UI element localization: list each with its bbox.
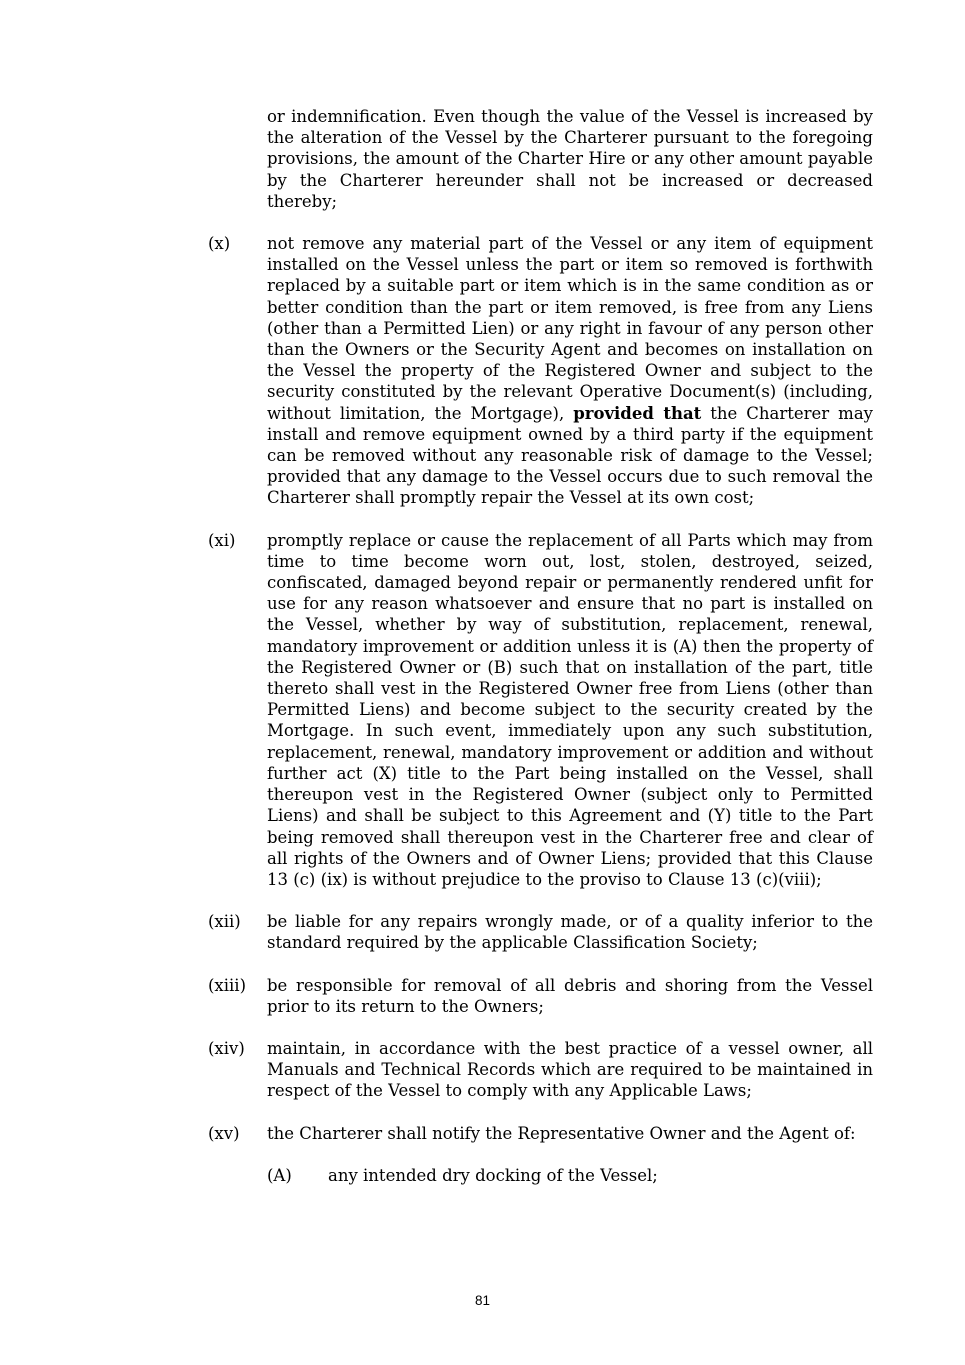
clause-text <box>267 530 873 890</box>
clause-text <box>267 1123 873 1144</box>
clause-number: (xii) <box>208 912 241 932</box>
clause-text <box>267 233 873 509</box>
clause-text-run: promptly replace or cause the replacement of all Parts which may from time to time become worn out, lost, stolen, destroyed, seized, confiscated, damaged beyond repair or permanently rendered unfit for use for any reason whatsoever and ensure that no part is installed on the Vessel, whether by way of substitution, replacement, renewal, mandatory improvement or addition unless it is (A) then the property of the Registered Owner or (B) such that on installation of the part, title thereto shall vest in the Registered Owner free from Liens (other than Permitted Liens) and become subject to the security created by the Mortgage. In such event, immediately upon any such substitution, replacement, renewal, mandatory improvement or addition and without further act (X) title to the Part being installed on the Vessel, shall thereupon vest in the Registered Owner (subject only to Permitted Liens) and shall be subject to this Agreement and (Y) title to the Part being removed shall thereupon vest in the Charterer free and clear of all rights of the Owners and of Owner Liens; provided that this Clause 13 (c) (ix) is without prejudice to the proviso to Clause 13 (c)(viii); <box>267 530 873 889</box>
clause-number: (xiii) <box>208 975 247 995</box>
clause-text-run: maintain, in accordance with the best practice of a vessel owner, all Manuals and Technical Records which are required to be maintained in respect of the Vessel to comply with any Applicable Laws; <box>267 1038 873 1101</box>
clause-item-xiv <box>208 1038 873 1102</box>
clause-text-run: the Charterer may install and remove equipment owned by a third party if the equipment can be removed without any reasonable risk of damage to the Vessel; provided that any damage to the Vessel occurs due to such removal the Charterer shall promptly repair the Vessel at its own cost; <box>267 403 873 508</box>
clause-text <box>267 911 873 953</box>
clause-item-xii <box>208 911 873 953</box>
document-body <box>208 106 873 1207</box>
clause-continuation <box>208 106 873 212</box>
clause-text-bold-run: provided that <box>573 403 702 423</box>
clause-text-run: the Charterer shall notify the Representative Owner and the Agent of: <box>267 1123 856 1143</box>
clause-item-xv <box>208 1123 873 1144</box>
clause-item-xiii <box>208 975 873 1017</box>
clause-text <box>267 975 873 1017</box>
clause-number: (xi) <box>208 530 236 550</box>
clause-text-run: not remove any material part of the Vessel or any item of equipment installed on the Vessel unless the part or item so removed is forthwith replaced by a suitable part or item which is in the same condition as or better condition than the part or item removed, is free from any Liens (other than a Permitted Lien) or any right in favour of any person other than the Owners or the Security Agent and becomes on installation on the Vessel the property of the Registered Owner and subject to the security constituted by the relevant Operative Document(s) (including, without limitation, the Mortgage), <box>267 234 873 423</box>
clause-text <box>267 1038 873 1102</box>
clause-number <box>208 106 267 212</box>
clause-text-run: any intended dry docking of the Vessel; <box>328 1165 658 1185</box>
clause-item-xi <box>208 530 873 890</box>
clause-item-x <box>208 233 873 509</box>
clause-text <box>328 1165 873 1186</box>
clause-text-run: or indemnification. Even though the value of the Vessel is increased by the alteration of the Vessel by the Charterer pursuant to the foregoing provisions, the amount of the Charter Hire or any other amount payable by the Charterer hereunder shall not be increased or decreased thereby; <box>267 107 873 211</box>
clause-item-xv-A <box>267 1165 873 1186</box>
clause-number: (xiv) <box>208 1038 245 1058</box>
clause-text-run: be responsible for removal of all debris and shoring from the Vessel prior to its return to the Owners; <box>267 975 873 1016</box>
clause-text <box>267 106 873 212</box>
clause-number: (A) <box>267 1165 292 1185</box>
clause-text-run: be liable for any repairs wrongly made, or of a quality inferior to the standard required by the applicable Classification Society; <box>267 912 873 953</box>
page-number: 81 <box>474 1293 491 1308</box>
clause-number: (xv) <box>208 1123 240 1143</box>
clause-number: (x) <box>208 234 231 254</box>
